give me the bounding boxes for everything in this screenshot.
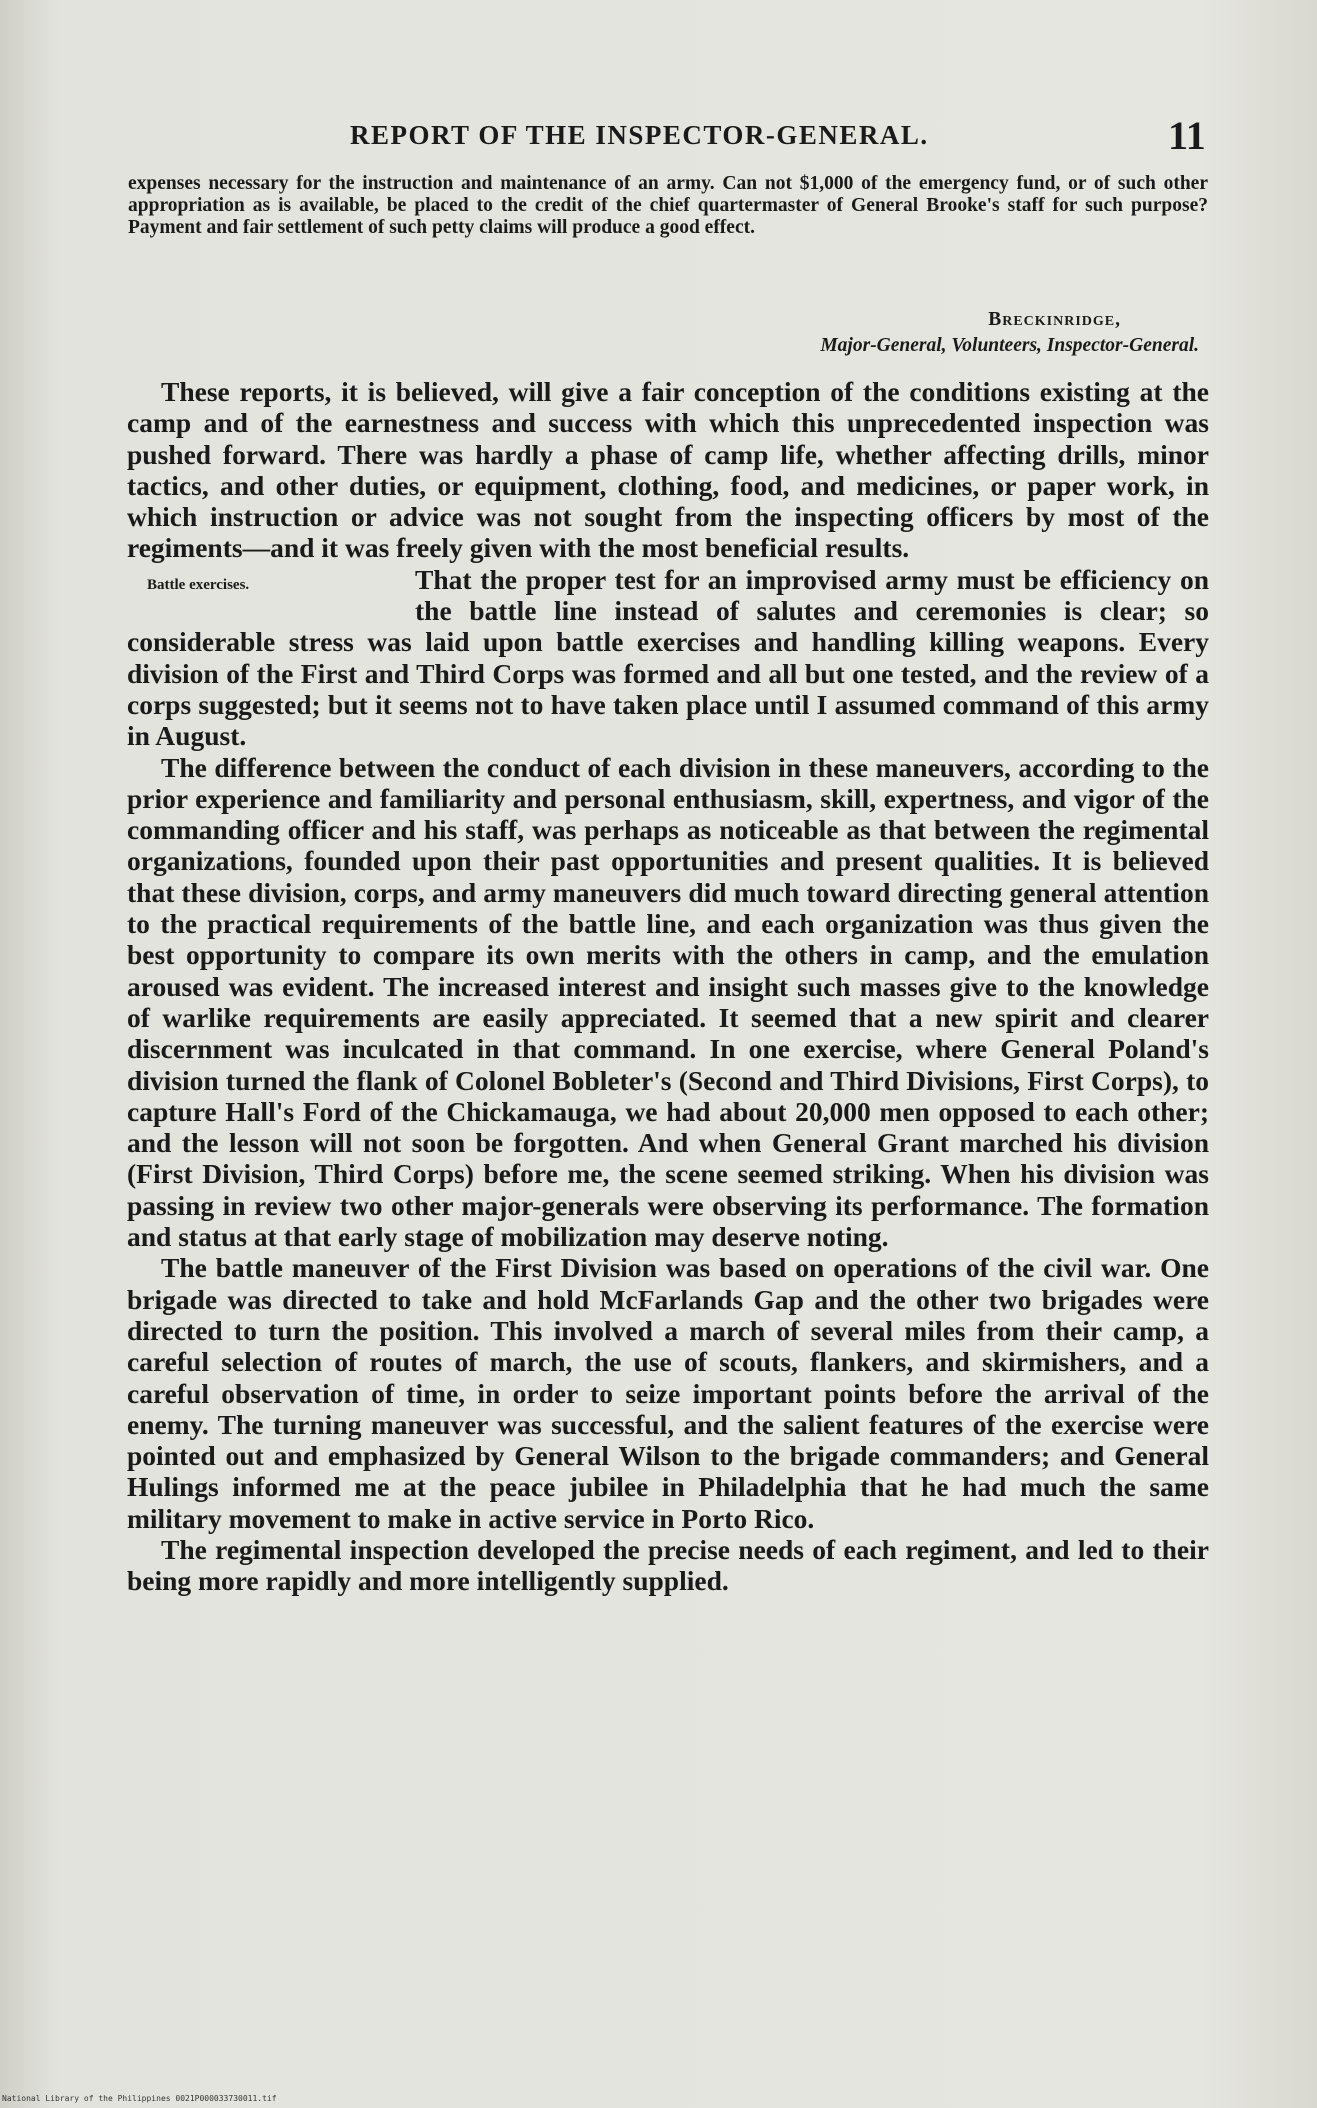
signature-title: Major-General, Volunteers, Inspector-General. bbox=[820, 335, 1199, 356]
paragraph-3: The difference between the conduct of each division in these maneuvers, according to the prior experience and familiarity and personal enthusiasm, skill, expertness, and vigor of the commanding officer and his staff, was perhaps as noticeable as that between the regimental organizations, founded upon their past opportunities and present qualities. It is believed that these division, corps, and army maneuvers did much toward directing general attention to the practical requirements of the battle line, and each organization was thus given the best opportunity to compare its own merits with the others in camp, and the emulation aroused was evident. The increased interest and insight such masses give to the knowledge of warlike requirements are easily appreciated. It seemed that a new spirit and clearer discernment was inculcated in that command. In one exercise, where General Poland's division turned the flank of Colonel Bobleter's (Second and Third Divisions, First Corps), to capture Hall's Ford of the Chickamauga, we had about 20,000 men opposed to each other; and the lesson will not soon be forgotten. And when General Grant marched his division (First Division, Third Corps) before me, the scene seemed striking. When his division was passing in review two other major-generals were observing its performance. The formation and status at that early stage of mobilization may deserve noting. bbox=[127, 751, 1209, 1253]
letter-continuation: expenses necessary for the instruction and maintenance of an army. Can not $1,000 of the emergency fund, or of such other appropriation as is available, be placed to the credit of the chief quartermaster of General Brooke's staff for such purpose? Payment and fair settlement of such petty claims will produce a good effect. bbox=[128, 173, 1208, 238]
page-header bbox=[0, 112, 1317, 162]
paragraph-4: The battle maneuver of the First Division was based on operations of the civil war. One brigade was directed to take and hold McFarlands Gap and the other two brigades were directed to turn the position. This involved a march of several miles from their camp, a careful selection of routes of march, the use of scouts, flankers, and skirmishers, and a careful observation of time, in order to seize important points before the arrival of the enemy. The turning maneuver was successful, and the salient features of the exercise were pointed out and emphasized by General Wilson to the brigade commanders; and General Hulings informed me at the peace jubilee in Philadelphia that he had much the same military movement to make in active service in Porto Rico. bbox=[127, 1252, 1209, 1534]
paragraph-2-text: That the proper test for an improvised army must be efficiency on the battle line instead of salutes and ceremonies is clear; so considerable stress was laid upon battle exercises and handling killing weapons. Every division of the First and Third Corps was formed and all but one tested, and the review of a corps suggested; but it seems not to have taken place until I assumed command of this army in August. bbox=[127, 563, 1209, 752]
running-title: REPORT OF THE INSPECTOR-GENERAL. bbox=[350, 120, 929, 150]
paragraph-2 bbox=[127, 564, 1209, 752]
paragraph-5: The regimental inspection developed the precise needs of each regiment, and led to their being more rapidly and more intelligently supplied. bbox=[127, 1533, 1209, 1597]
signature-name: Breckinridge, bbox=[988, 309, 1121, 330]
page-number: 11 bbox=[1168, 113, 1206, 158]
margin-note: Battle exercises. bbox=[147, 576, 250, 593]
scan-footer: National Library of the Philippines 0021P000033730011.tif bbox=[2, 2094, 277, 2103]
paragraph-1: These reports, it is believed, will give a fair conception of the conditions existing at the camp and of the earnestness and success with which this unprecedented inspection was pushed forward. There was hardly a phase of camp life, whether affecting drills, minor tactics, and other duties, or equipment, clothing, food, and medicines, or paper work, in which instruction or advice was not sought from the inspecting officers by most of the regiments—and it was freely given with the most beneficial results. bbox=[127, 376, 1209, 564]
body-text bbox=[127, 376, 1209, 1597]
signature-block bbox=[820, 307, 1199, 359]
